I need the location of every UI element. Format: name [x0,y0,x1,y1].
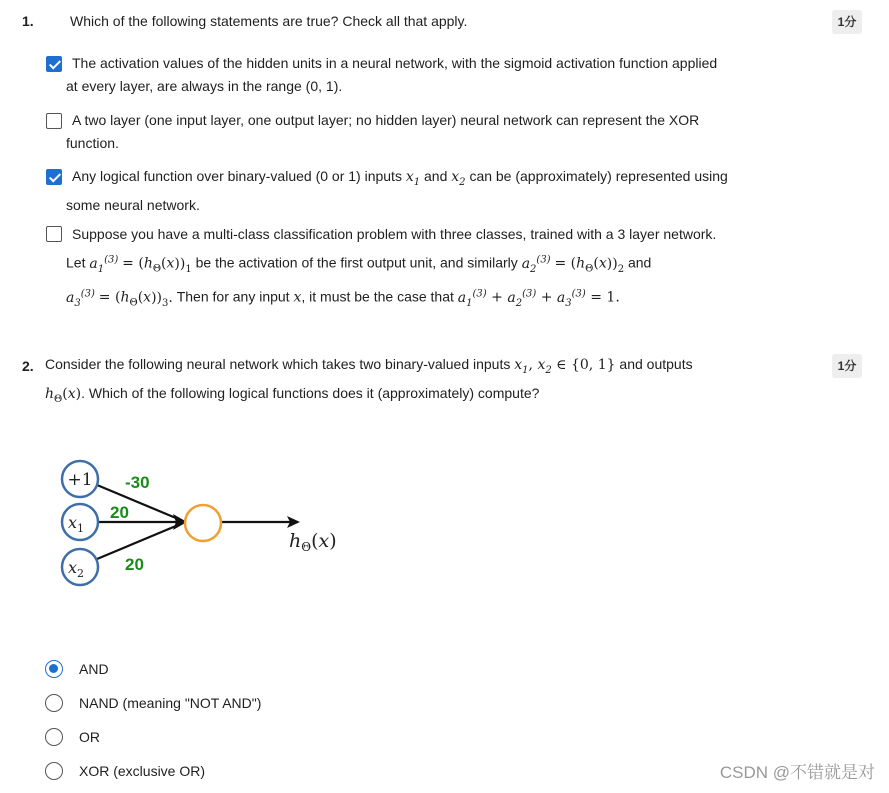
output-node [185,505,221,541]
q2-option-xor-radio[interactable] [45,762,63,780]
weight-x2-label: 20 [125,555,144,574]
question-2-prompt: Consider the following neural network which takes two binary-valued inputs $x_1$, $x_2$ ∈ {0, 1} and outputs $h_\Theta(x)$. Which of the following logical functions does it (approximately) compute? [45,356,693,405]
q1-option-4-checkbox[interactable] [46,226,62,242]
q1-option-1-text: The activation values of the hidden units in a neural network, with the sigmoid activation function applied at every layer, are always in the range (0, 1). [66,55,718,94]
question-1-number: 1. [22,13,34,29]
x2-node-label: $x_2$ [68,558,85,580]
q2-option-and-label: AND [79,661,109,677]
q2-option-or-label: OR [79,729,100,745]
q1-option-3-text: Any logical function over binary-valued (0 or 1) inputs $x_1$ and $x_2$ can be (approximately) represented using some neural network. [66,168,728,213]
bias-node-label: +1 [67,470,93,490]
q2-option-and-radio[interactable] [45,660,63,678]
question-2-number: 2. [22,358,34,374]
edge-x2 [97,523,183,559]
q1-option-3-checkbox[interactable] [46,169,62,185]
q1-option-2-checkbox[interactable] [46,113,62,129]
q1-option-1-checkbox[interactable] [46,56,62,72]
q2-option-nand-label: NAND (meaning "NOT AND") [79,695,262,711]
output-label: $h_\Theta(x)$ [289,530,337,554]
q2-option-or-radio[interactable] [45,728,63,746]
q2-option-nand-radio[interactable] [45,694,63,712]
q2-option-xor-label: XOR (exclusive OR) [79,763,206,779]
q1-option-4-text: Suppose you have a multi-class classification problem with three classes, trained with a 3 layer network. Let $a_1^{(3)} = (h_\Theta(x))_1$ be the activation of the first output unit, and similarly $a_2^{(3)} = (h_\Theta(x))_2$ and $a_3^{(3)} = (h_\Theta(x))_3$. Then for any input x, it must be the case that $a_1^{(3)} + a_2^{(3)} + a_3^{(3)} = 1$. [66,226,717,309]
weight-x1-label: 20 [110,503,129,522]
x1-node-label: $x_1$ [68,513,85,535]
weight-bias-label: -30 [125,473,150,492]
q1-option-2-text: A two layer (one input layer, one output layer; no hidden layer) neural network can represent the XOR function. [66,112,700,151]
question-1-prompt: Which of the following statements are true? Check all that apply. [70,13,468,29]
neural-network-diagram [55,455,375,595]
question-1-points-badge: 1分 [832,10,862,34]
csdn-watermark: CSDN @不错就是对 [719,763,875,782]
question-2-points-badge: 1分 [832,354,862,378]
